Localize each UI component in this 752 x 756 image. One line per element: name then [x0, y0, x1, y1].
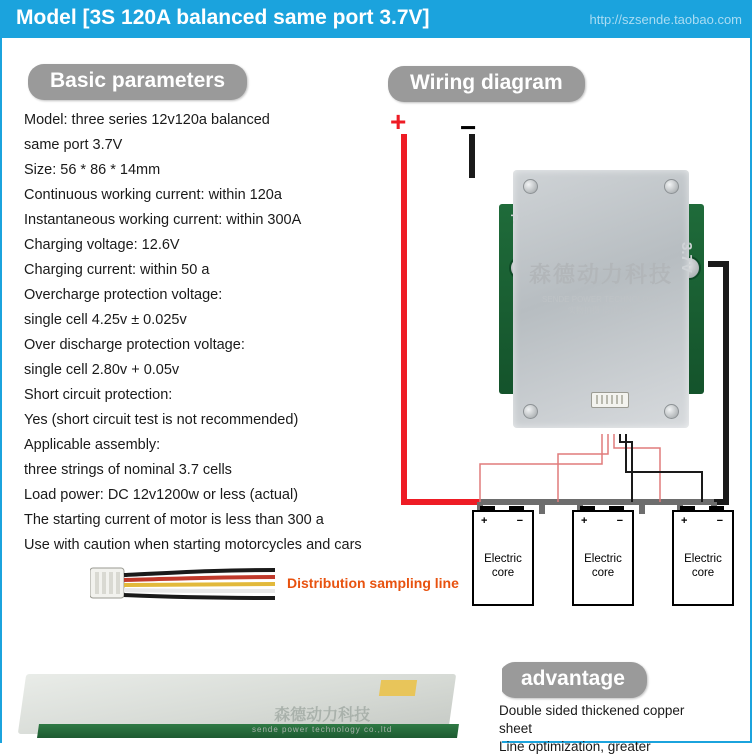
aluminium-plate — [513, 170, 689, 428]
cell-2-minus: − — [616, 515, 623, 527]
board-voltage-tag: 3.7V — [678, 242, 695, 273]
page-header — [2, 2, 752, 38]
board-brand-sub1: SENDE POWER TECHNOLOGY — [541, 295, 661, 304]
watermark-text: 森德动力科技 — [274, 707, 371, 724]
parameter-item: Continuous working current: within 120a — [24, 187, 282, 203]
cell-2-label-line2: core — [591, 567, 615, 579]
board-brand-sub2: 实物拍摄 盗用必究 — [567, 306, 635, 315]
sampling-line-caption: Distribution sampling line — [287, 575, 459, 591]
cell-3-tab-negative — [709, 506, 724, 512]
parameter-item: Instantaneous working current: within 300A — [24, 212, 302, 228]
screw-bottom-right — [664, 404, 679, 419]
parameter-item: Size: 56 * 86 * 14mm — [24, 162, 161, 178]
sampling-line-photo — [90, 558, 280, 608]
parameter-item: single cell 2.80v + 0.05v — [24, 362, 180, 378]
parameter-item: Charging current: within 50 a — [24, 262, 210, 278]
cell-1-label — [474, 552, 532, 580]
shop-url: http://szsende.taobao.com — [589, 12, 742, 27]
cell-2 — [572, 510, 634, 606]
balance-connector — [591, 392, 629, 408]
section-title-basic-parameters: Basic parameters — [28, 64, 247, 100]
parameter-item: Yes (short circuit test is not recommended) — [24, 412, 299, 428]
screw-bottom-left — [523, 404, 538, 419]
cell-1-tab-negative — [509, 506, 524, 512]
section-title-wiring-diagram: Wiring diagram — [388, 66, 585, 102]
product-photo-pcb-edge — [37, 724, 459, 738]
cell-3-tab-positive — [680, 506, 695, 512]
screw-top-right — [664, 179, 679, 194]
parameter-item: same port 3.7V — [24, 137, 123, 153]
cell-3-minus: − — [716, 515, 723, 527]
parameter-item: Model: three series 12v120a balanced — [24, 112, 270, 128]
parameter-item: Use with caution when starting motorcycles and cars — [24, 537, 362, 553]
advantage-line: Line optimization, greater — [499, 739, 651, 754]
cell-3-plus: + — [681, 515, 688, 527]
parameter-item: Short circuit protection: — [24, 387, 173, 403]
parameter-item: single cell 4.25v ± 0.025v — [24, 312, 187, 328]
board-brand-sub — [513, 294, 689, 316]
watermark-subtext: sende power technology co.,ltd — [252, 725, 393, 734]
board-brand-text: 森德动力科技 — [528, 262, 673, 287]
cell-1-tab-positive — [480, 506, 495, 512]
cell-3-label-line1: Electric — [684, 553, 722, 565]
cell-1-minus: − — [516, 515, 523, 527]
parameter-item: Over discharge protection voltage: — [24, 337, 245, 353]
negative-terminal-symbol: − — [460, 112, 477, 143]
cell-2-tab-positive — [580, 506, 595, 512]
cell-2-label — [574, 552, 632, 580]
product-photo-watermark — [252, 702, 392, 734]
parameter-item: Applicable assembly: — [24, 437, 161, 453]
advantage-text — [499, 702, 749, 756]
product-photo-connector — [379, 680, 417, 696]
cell-3 — [672, 510, 734, 606]
cell-2-plus: + — [581, 515, 588, 527]
cell-3-label-line2: core — [691, 567, 715, 579]
cell-2-label-line1: Electric — [584, 553, 622, 565]
bms-board-illustration — [499, 170, 704, 428]
page-title: Model [3S 120A balanced same port 3.7V] — [16, 6, 430, 29]
section-title-advantage: advantage — [499, 662, 647, 698]
parameter-item: Charging voltage: 12.6V — [24, 237, 180, 253]
cell-1 — [472, 510, 534, 606]
cell-1-plus: + — [481, 515, 488, 527]
parameter-item: Load power: DC 12v1200w or less (actual) — [24, 487, 299, 503]
parameter-item: Overcharge protection voltage: — [24, 287, 223, 303]
board-side-tag: P- — [508, 214, 519, 224]
advantage-line: sheet — [499, 721, 533, 736]
screw-top-left — [523, 179, 538, 194]
cell-1-label-line1: Electric — [484, 553, 522, 565]
cell-3-label — [674, 552, 732, 580]
parameter-list — [24, 108, 374, 558]
positive-terminal-symbol: + — [390, 106, 407, 137]
parameter-item: three strings of nominal 3.7 cells — [24, 462, 232, 478]
advantage-line: Double sided thickened copper — [499, 703, 685, 718]
cell-2-tab-negative — [609, 506, 624, 512]
parameter-item: The starting current of motor is less than 300 a — [24, 512, 324, 528]
cell-1-label-line2: core — [491, 567, 515, 579]
